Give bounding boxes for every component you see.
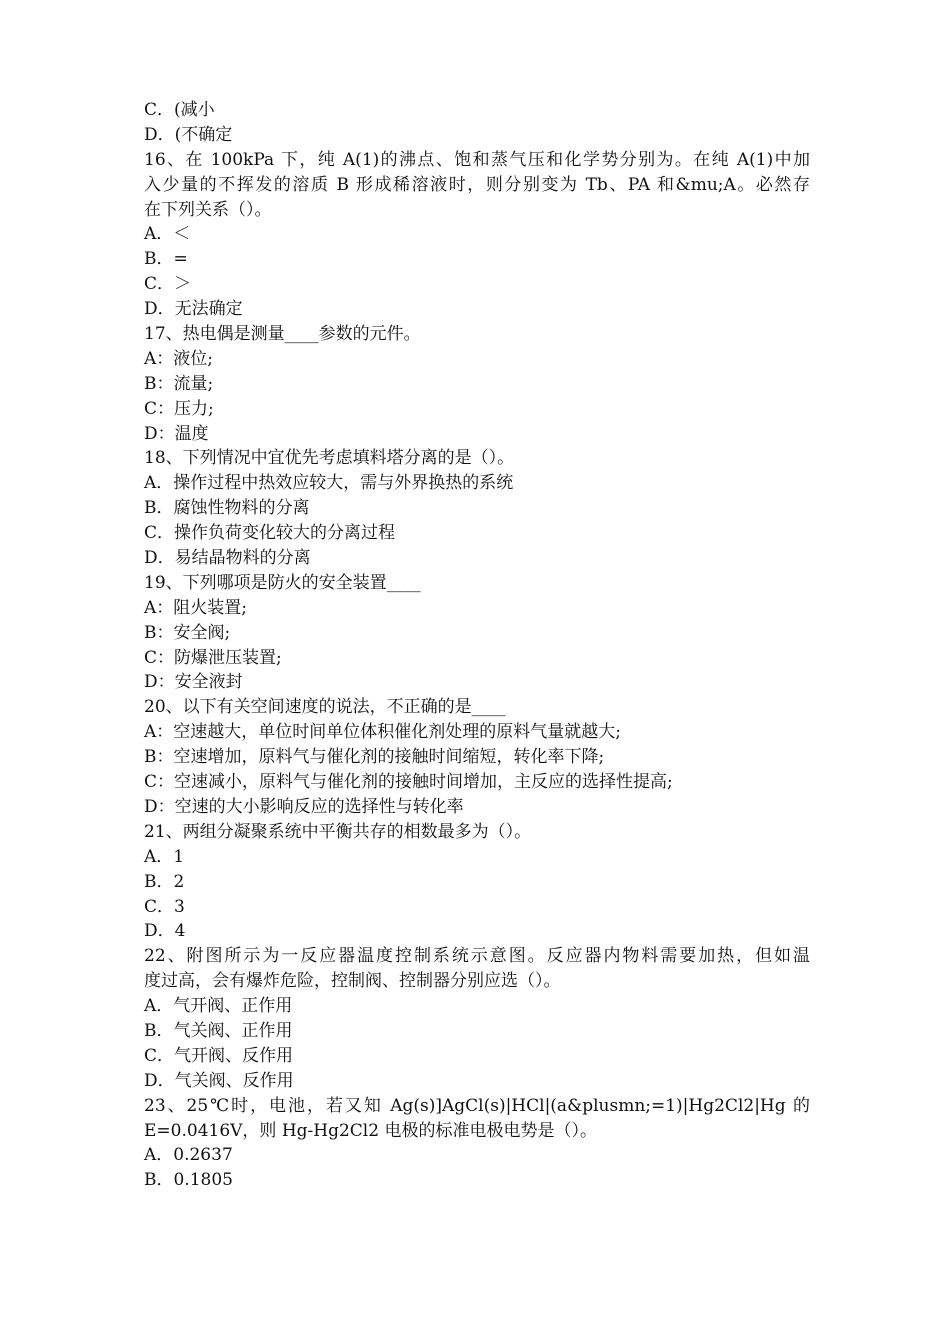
question-23-line-2: E=0.0416V，则 Hg-Hg2Cl2 电极的标准电极电势是（）。 <box>144 1120 597 1141</box>
option-b-q16: B．= <box>144 249 188 270</box>
option-a-q23: A．0.2637 <box>144 1145 233 1166</box>
option-d-q16: D．无法确定 <box>144 299 243 320</box>
option-a-q18: A．操作过程中热效应较大，需与外界换热的系统 <box>144 473 514 494</box>
question-19: 19、下列哪项是防火的安全装置____ <box>144 572 421 593</box>
option-d-q15: D．(不确定 <box>144 124 233 145</box>
option-a-q22: A．气开阀、正作用 <box>144 996 293 1017</box>
question-22-line-1: 22、附图所示为一反应器温度控制系统示意图。反应器内物料需要加热，但如温 <box>144 946 810 967</box>
option-c-q16: C．＞ <box>144 274 192 295</box>
option-c-q19: C：防爆泄压装置; <box>144 647 282 668</box>
question-18: 18、下列情况中宜优先考虑填料塔分离的是（）。 <box>144 448 515 469</box>
option-b-q18: B．腐蚀性物料的分离 <box>144 498 310 519</box>
option-a-q17: A：液位; <box>144 348 214 369</box>
option-d-q17: D：温度 <box>144 423 209 444</box>
option-d-q21: D．4 <box>144 921 186 942</box>
option-c-q15: C．(减小 <box>144 100 215 120</box>
option-c-q21: C．3 <box>144 896 185 917</box>
option-a-q16: A．＜ <box>144 224 191 245</box>
option-b-q21: B．2 <box>144 871 185 892</box>
option-c-q22: C．气开阀、反作用 <box>144 1045 294 1066</box>
option-b-q17: B：流量; <box>144 373 214 394</box>
document-page <box>144 98 810 1193</box>
question-23-line-1: 23、25℃时，电池，若又知 Ag(s)]AgCl(s)|HCl|(a&plusmn;=1)|Hg2Cl2|Hg 的 <box>144 1095 810 1116</box>
option-a-q19: A：阻火装置; <box>144 597 248 618</box>
option-d-q18: D．易结晶物料的分离 <box>144 548 311 569</box>
option-a-q21: A．1 <box>144 846 185 867</box>
question-22-line-2: 度过高，会有爆炸危险，控制阀、控制器分别应选（）。 <box>144 971 561 992</box>
option-b-q22: B．气关阀、正作用 <box>144 1020 293 1041</box>
question-17: 17、热电偶是测量____参数的元件。 <box>144 324 421 345</box>
question-16-line-1: 16、在 100kPa 下，纯 A(1)的沸点、饱和蒸气压和化学势分别为。在纯 A(1)中加 <box>144 149 810 170</box>
option-b-q19: B：安全阀; <box>144 622 231 643</box>
option-d-q19: D：安全液封 <box>144 672 243 693</box>
option-a-q20: A：空速越大，单位时间单位体积催化剂处理的原料气量就越大; <box>144 722 622 743</box>
option-b-q23: B．0.1805 <box>144 1170 233 1191</box>
question-20: 20、以下有关空间速度的说法，不正确的是____ <box>144 697 506 718</box>
question-21: 21、两组分凝聚系统中平衡共存的相数最多为（）。 <box>144 821 532 842</box>
option-d-q20: D：空速的大小影响反应的选择性与转化率 <box>144 796 464 817</box>
question-16-line-3: 在下列关系（）。 <box>144 199 272 220</box>
option-c-q17: C：压力; <box>144 398 214 419</box>
option-d-q22: D．气关阀、反作用 <box>144 1070 294 1091</box>
option-c-q20: C：空速减小，原料气与催化剂的接触时间增加，主反应的选择性提高; <box>144 772 673 793</box>
option-b-q20: B：空速增加，原料气与催化剂的接触时间缩短，转化率下降; <box>144 747 605 768</box>
question-16-line-2: 入少量的不挥发的溶质 B 形成稀溶液时，则分别变为 Tb、PA 和&mu;A。必然存 <box>144 174 810 195</box>
option-c-q18: C．操作负荷变化较大的分离过程 <box>144 523 396 544</box>
